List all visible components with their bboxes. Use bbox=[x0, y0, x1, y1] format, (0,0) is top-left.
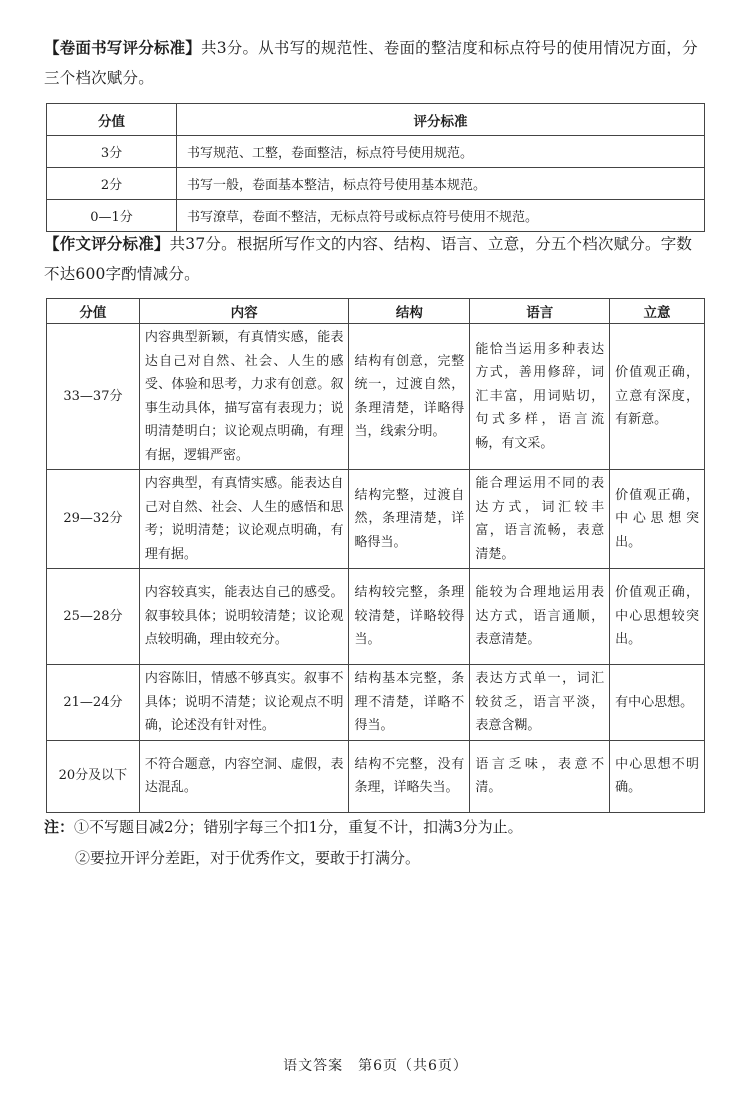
content-cell: 内容较真实，能表达自己的感受。叙事较具体；说明较清楚；议论观点较明确，理由较充分。 bbox=[139, 569, 349, 665]
header-language: 语言 bbox=[470, 299, 610, 324]
section2-title: 【作文评分标准】 bbox=[44, 235, 170, 253]
criteria-cell: 书写规范、工整，卷面整洁，标点符号使用规范。 bbox=[177, 136, 705, 168]
table-row bbox=[47, 665, 705, 741]
content-cell: 内容典型新颖，有真情实感，能表达自己对自然、社会、人生的感受、体验和思考，力求有创意。叙事生动具体，描写富有表现力；说明清楚明白；议论观点明确，有理有据，逻辑严密。 bbox=[139, 324, 349, 470]
structure-cell: 结构不完整，没有条理，详略失当。 bbox=[349, 740, 470, 812]
structure-cell: 结构有创意，完整统一，过渡自然，条理清楚，详略得当，线索分明。 bbox=[349, 324, 470, 470]
theme-cell: 价值观正确，中心思想较突出。 bbox=[610, 569, 705, 665]
structure-cell: 结构完整，过渡自然，条理清楚，详略得当。 bbox=[349, 470, 470, 569]
score-cell: 3分 bbox=[47, 136, 177, 168]
theme-cell: 价值观正确，立意有深度，有新意。 bbox=[610, 324, 705, 470]
language-cell: 表达方式单一，词汇较贫乏，语言平淡，表意含糊。 bbox=[470, 665, 610, 741]
table-row bbox=[47, 168, 705, 200]
table-header-row bbox=[47, 104, 705, 136]
content-cell: 不符合题意，内容空洞、虚假，表达混乱。 bbox=[139, 740, 349, 812]
structure-cell: 结构基本完整，条理不清楚，详略不得当。 bbox=[349, 665, 470, 741]
language-cell: 能合理运用不同的表达方式，词汇较丰富，语言流畅，表意清楚。 bbox=[470, 470, 610, 569]
header-score: 分值 bbox=[47, 299, 140, 324]
language-cell: 能恰当运用多种表达方式，善用修辞，词汇丰富，用词贴切，句式多样，语言流畅，有文采。 bbox=[470, 324, 610, 470]
language-cell: 能较为合理地运用表达方式，语言通顺，表意清楚。 bbox=[470, 569, 610, 665]
language-cell: 语言乏味，表意不清。 bbox=[470, 740, 610, 812]
table-row bbox=[47, 740, 705, 812]
section2-paragraph bbox=[44, 229, 704, 289]
table-row bbox=[47, 470, 705, 569]
notes-label: 注： bbox=[44, 818, 75, 836]
section2-intro: 共37分。根据所写作文的内容、结构、语言、立意，分五个档次赋分。字数不达600字酌情减分。 bbox=[44, 235, 693, 283]
score-cell: 25—28分 bbox=[47, 569, 140, 665]
note-1 bbox=[44, 812, 523, 842]
table-row bbox=[47, 569, 705, 665]
score-cell: 20分及以下 bbox=[47, 740, 140, 812]
content-cell: 内容典型，有真情实感。能表达自己对自然、社会、人生的感悟和思考；说明清楚；议论观点明确，有理有据。 bbox=[139, 470, 349, 569]
score-cell: 0—1分 bbox=[47, 200, 177, 232]
structure-cell: 结构较完整，条理较清楚，详略较得当。 bbox=[349, 569, 470, 665]
table-header-row bbox=[47, 299, 705, 324]
essay-score-table bbox=[46, 298, 705, 813]
header-criteria: 评分标准 bbox=[177, 104, 705, 136]
writing-score-table bbox=[46, 103, 705, 232]
table-row bbox=[47, 200, 705, 232]
score-cell: 29—32分 bbox=[47, 470, 140, 569]
criteria-cell: 书写潦草，卷面不整洁，无标点符号或标点符号使用不规范。 bbox=[177, 200, 705, 232]
score-cell: 2分 bbox=[47, 168, 177, 200]
content-cell: 内容陈旧，情感不够真实。叙事不具体；说明不清楚；议论观点不明确，论述没有针对性。 bbox=[139, 665, 349, 741]
criteria-cell: 书写一般，卷面基本整洁，标点符号使用基本规范。 bbox=[177, 168, 705, 200]
note-2 bbox=[75, 843, 420, 873]
header-theme: 立意 bbox=[610, 299, 705, 324]
header-content: 内容 bbox=[139, 299, 349, 324]
section1-paragraph bbox=[44, 33, 704, 93]
section1-intro: 共3分。从书写的规范性、卷面的整洁度和标点符号的使用情况方面，分三个档次赋分。 bbox=[44, 39, 698, 87]
score-cell: 21—24分 bbox=[47, 665, 140, 741]
note-2-text: ②要拉开评分差距，对于优秀作文，要敢于打满分。 bbox=[75, 849, 421, 867]
theme-cell: 有中心思想。 bbox=[610, 665, 705, 741]
page-footer: 语文答案 第6页（共6页） bbox=[283, 1058, 468, 1074]
header-score: 分值 bbox=[47, 104, 177, 136]
theme-cell: 价值观正确，中心思想突出。 bbox=[610, 470, 705, 569]
score-cell: 33—37分 bbox=[47, 324, 140, 470]
theme-cell: 中心思想不明确。 bbox=[610, 740, 705, 812]
header-structure: 结构 bbox=[349, 299, 470, 324]
note-1-text: ①不写题目减2分；错别字每三个扣1分，重复不计，扣满3分为止。 bbox=[74, 818, 523, 836]
table-row bbox=[47, 324, 705, 470]
section1-title: 【卷面书写评分标准】 bbox=[44, 39, 202, 57]
table-row bbox=[47, 136, 705, 168]
